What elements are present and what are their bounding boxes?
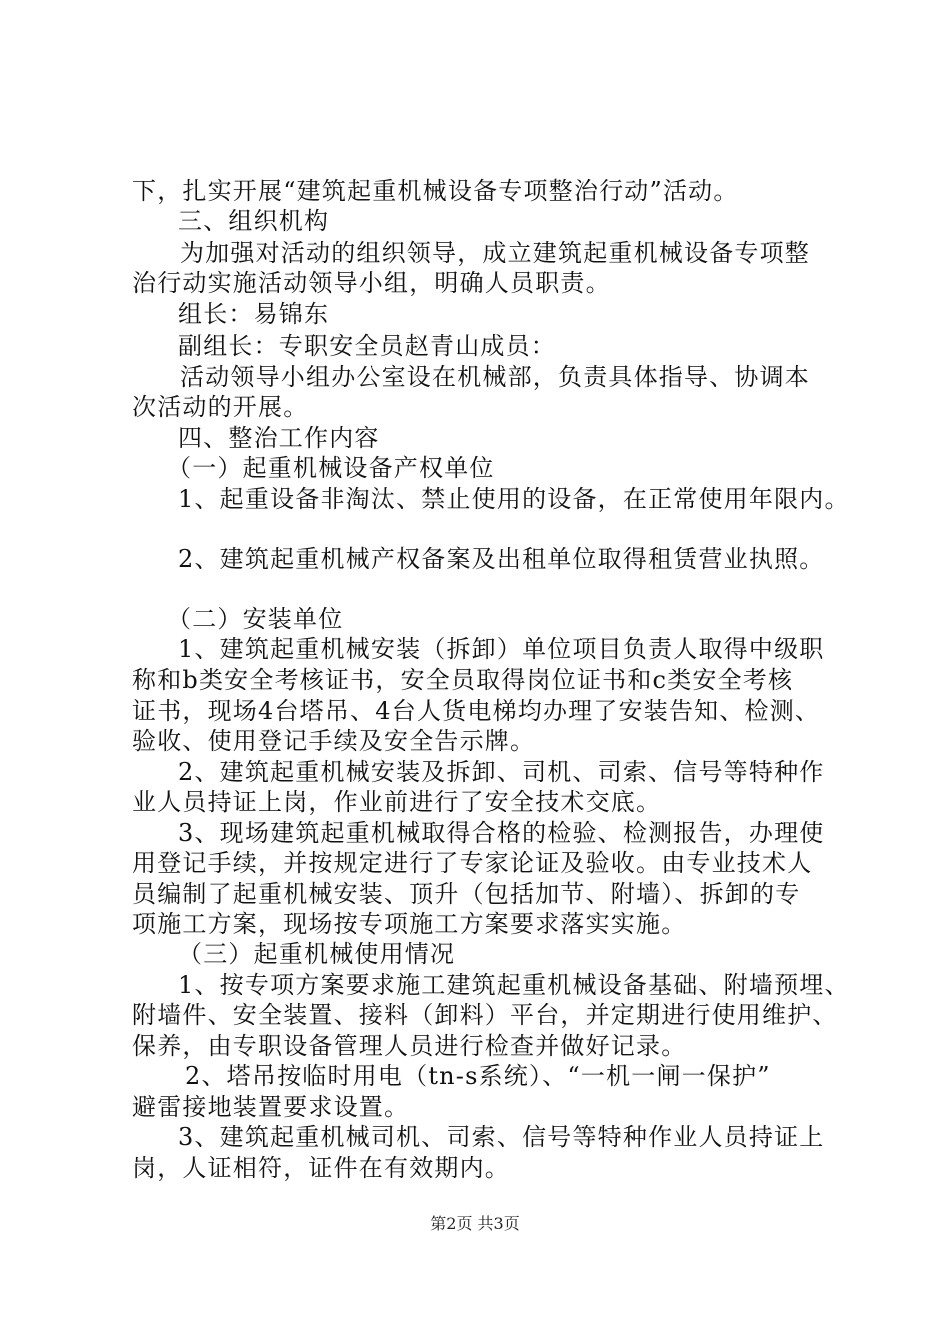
paragraph-line: 称和b类安全考核证书，安全员取得岗位证书和c类安全考核 xyxy=(132,666,794,694)
paragraph-line: 1、起重设备非淘汰、禁止使用的设备，在正常使用年限内。 xyxy=(178,485,850,513)
paragraph-line: 员编制了起重机械安装、顶升（包括加节、附墙）、拆卸的专 xyxy=(132,880,801,908)
paragraph-line: 副组长：专职安全员赵青山成员： xyxy=(178,332,556,360)
paragraph-line: 业人员持证上岗，作业前进行了安全技术交底。 xyxy=(132,788,662,816)
paragraph-line: 下，扎实开展“建筑起重机械设备专项整治行动”活动。 xyxy=(132,177,739,205)
paragraph-line: 证书，现场4台塔吊、4台人货电梯均办理了安装告知、检测、 xyxy=(132,697,821,725)
section-heading: 四、整治工作内容 xyxy=(178,424,380,452)
page-number-footer: 第2页 共3页 xyxy=(430,1214,520,1233)
paragraph-line: 次活动的开展。 xyxy=(132,393,309,421)
paragraph-line: 项施工方案，现场按专项施工方案要求落实实施。 xyxy=(132,910,687,938)
paragraph-line: 治行动实施活动领导小组，明确人员职责。 xyxy=(132,269,611,297)
subsection-heading: （二）安装单位 xyxy=(167,605,344,633)
subsection-heading: （三）起重机械使用情况 xyxy=(178,940,456,968)
paragraph-line: 用登记手续，并按规定进行了专家论证及验收。由专业技术人 xyxy=(132,849,813,877)
paragraph-line: 验收、使用登记手续及安全告示牌。 xyxy=(132,727,536,755)
paragraph-line: 附墙件、安全装置、接料（卸料）平台，并定期进行使用维护、 xyxy=(132,1001,838,1029)
paragraph-line: 3、现场建筑起重机械取得合格的检验、检测报告，办理使 xyxy=(178,819,825,847)
section-heading: 三、组织机构 xyxy=(178,207,330,235)
paragraph-line: 活动领导小组办公室设在机械部，负责具体指导、协调本 xyxy=(180,363,810,391)
subsection-heading: （一）起重机械设备产权单位 xyxy=(167,454,495,482)
paragraph-line: 2、建筑起重机械产权备案及出租单位取得租赁营业执照。 xyxy=(178,545,825,573)
paragraph-line: 1、建筑起重机械安装（拆卸）单位项目负责人取得中级职 xyxy=(178,635,825,663)
paragraph-line: 岗，人证相符，证件在有效期内。 xyxy=(132,1154,510,1182)
paragraph-line: 2、建筑起重机械安装及拆卸、司机、司索、信号等特种作 xyxy=(178,758,825,786)
paragraph-line: 避雷接地装置要求设置。 xyxy=(132,1093,410,1121)
paragraph-line: 1、按专项方案要求施工建筑起重机械设备基础、附墙预埋、 xyxy=(178,971,850,999)
paragraph-line: 2、塔吊按临时用电（tn-s系统）、“一机一闸一保护” xyxy=(185,1062,771,1090)
paragraph-line: 保养，由专职设备管理人员进行检查并做好记录。 xyxy=(132,1032,687,1060)
paragraph-line: 3、建筑起重机械司机、司索、信号等特种作业人员持证上 xyxy=(178,1123,825,1151)
paragraph-line: 为加强对活动的组织领导，成立建筑起重机械设备专项整 xyxy=(180,239,810,267)
paragraph-line: 组长：易锦东 xyxy=(178,300,330,328)
